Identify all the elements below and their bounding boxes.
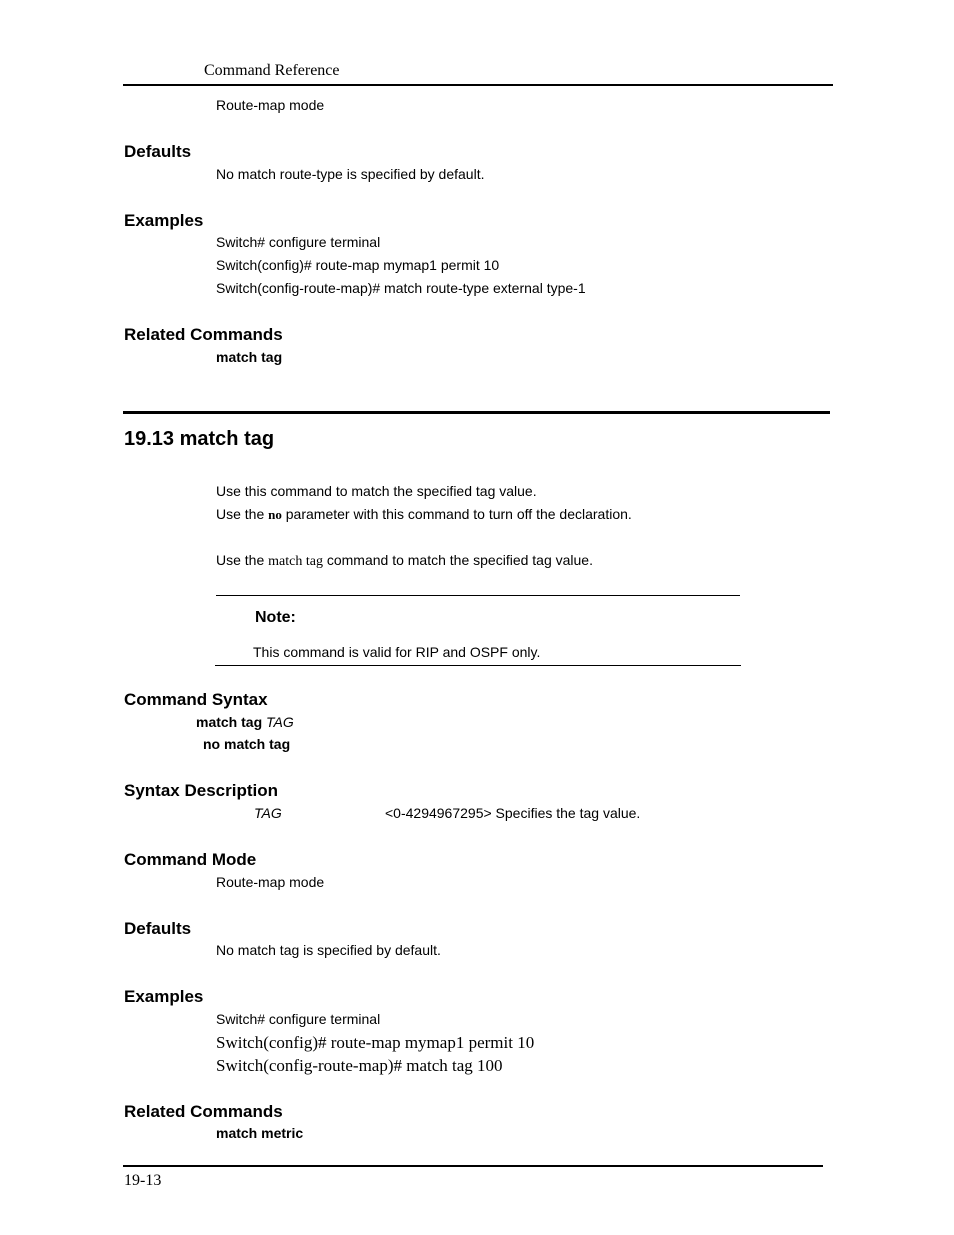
prev-examples-heading: Examples (124, 211, 204, 230)
description-line (216, 506, 632, 523)
text-run: Use the (216, 506, 269, 522)
related-heading: Related Commands (124, 1102, 283, 1121)
syntax-heading: Command Syntax (124, 690, 268, 709)
example-line: Switch(config)# route-map mymap1 permit 10 (216, 1033, 535, 1052)
prev-mode-text: Route-map mode (216, 97, 325, 113)
param-description: <0-4294967295> Specifies the tag value. (385, 805, 641, 821)
section-rule (123, 411, 830, 414)
footer-rule (123, 1165, 823, 1167)
description-line: Use this command to match the specified tag value. (216, 483, 537, 499)
prev-related-command: match tag (216, 349, 283, 365)
note-bottom-rule (215, 665, 741, 666)
param-name: TAG (254, 805, 282, 821)
header-rule (123, 84, 833, 86)
note-text: This command is valid for RIP and OSPF only. (253, 644, 541, 660)
note-label: Note: (255, 609, 296, 626)
syntax-argument: TAG (266, 714, 294, 730)
syntax-command: match tag (196, 714, 263, 730)
description-line (216, 552, 593, 570)
example-line: Switch# configure terminal (216, 1011, 381, 1027)
syntax-line: no match tag (203, 736, 291, 752)
mode-heading: Command Mode (124, 850, 257, 869)
page-number: 19-13 (124, 1172, 162, 1189)
prev-defaults-heading: Defaults (124, 142, 192, 161)
text-run: command to match the specified tag value. (322, 552, 593, 568)
syntax-description-heading: Syntax Description (124, 781, 278, 800)
prev-example-line: Switch# configure terminal (216, 234, 381, 250)
example-line: Switch(config-route-map)# match tag 100 (216, 1056, 503, 1075)
prev-related-heading: Related Commands (124, 325, 283, 344)
mode-text: Route-map mode (216, 874, 325, 890)
prev-example-line: Switch(config)# route-map mymap1 permit 10 (216, 257, 500, 273)
syntax-line (196, 714, 294, 730)
running-header: Command Reference (204, 62, 340, 79)
defaults-text: No match tag is specified by default. (216, 942, 441, 958)
defaults-heading: Defaults (124, 919, 192, 938)
text-run: Use the (216, 552, 269, 568)
prev-example-line: Switch(config-route-map)# match route-type external type-1 (216, 280, 586, 296)
note-top-rule (216, 595, 740, 596)
examples-heading: Examples (124, 987, 204, 1006)
section-title: 19.13 match tag (124, 428, 275, 450)
related-command: match metric (216, 1125, 304, 1141)
prev-defaults-text: No match route-type is specified by default. (216, 166, 485, 182)
keyword: match tag (268, 554, 323, 569)
keyword: no (268, 507, 282, 522)
text-run: parameter with this command to turn off the declaration. (281, 506, 632, 522)
